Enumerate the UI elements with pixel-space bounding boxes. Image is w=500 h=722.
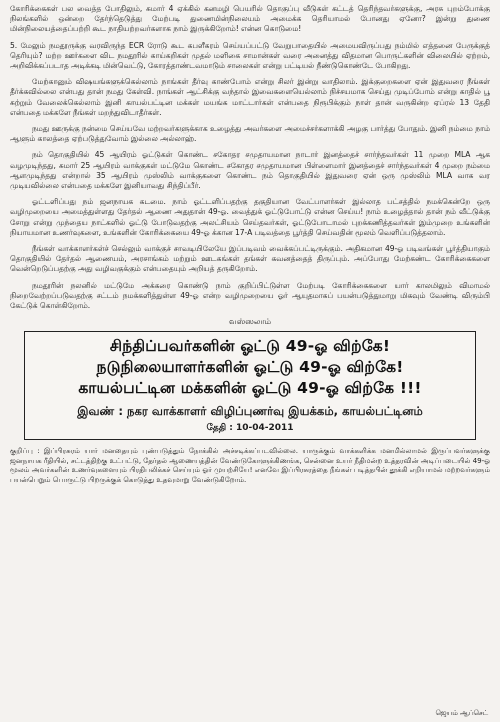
slogan-neutrals: நடுநிலையாளர்களின் ஓட்டு 49-ஓ விற்கே! <box>96 358 404 377</box>
paragraph-representation: நம் தொகுதியில் 45 ஆயிரம் ஓட்டுகள் கொண்ட சகோதர சமுதாயமான நாடார் இனத்தைச் சார்ந்தவர்கள் 11 முறை MLA ஆக வழமுடிந்தது, சுமார் 25 ஆயிரம் வாக்குகள் மட்டுமே கொண்ட சகோதர சமுதாயமான பிள்ளைமார் இனத்தைச் சார்ந்தவர்கள் 4 முறை நம்மை ஆளமுடிந்தது என்றால் 35 ஆயிரம் முஸ்லிம் வாக்குகளை கொண்ட நம் தொகுதியில் இதுவரை ஏன் ஒரு முஸ்லிம் MLA வாக வர முடியவில்லை என்பதை மக்களே இனியாவது சிந்திப்பீர். <box>10 150 490 191</box>
paragraph-ecr-road: 5. மேலும் நமதூருக்கு வரவிருந்த ECR ரோடு கூட கபளீகரம் செய்யப்பட்டு வேறுபாதையில் அமையவிருப்பது நம்மில் எத்தனை பேருக்குத் தெரியும்? மற்ற ஊர்களை விட நமதூரில் காய்கறிகள் முதல் மளிகை சாமான்கள் வரை அனைத்து விதமான பொருட்களின் விலையில் ஏற்றம், அறிவிக்கப்படாத அடிக்கடி மின்வெட்டு, கோரத்தாண்டவமாடும் சாலைகள் என்று பட்டியல் நீண்டுகொண்டே போகிறது. <box>10 40 490 71</box>
signoff: வஸ்ஸலாம் <box>228 317 272 327</box>
printer-credit: ஜெயம் ஆப்செட் <box>435 709 488 717</box>
footnote: குறிப்பு : இப்பிரசுரம் யார் மனதையும் புண்படுத்தும் நோக்கில் அச்சடிக்கப்படவில்லை. யாருக்கும் வாக்களிக்க மனமில்லாமல் இருப்பவர்களுக்கு ஜனநாயக ரீதியில், சட்டத்திற்கு உட்பட்டு, தேர்தல் ஆணையத்தின் வேண்டுகோளுக்கிணங்க, சென்னை உயர் நீதிமன்ற உத்தரவின் அடிப்படையில் 49-ஓ மூலம் அவர்களின் உணர்வுகளையும் பிரதிபலிக்கச் செய்யும் ஓர் முயற்சியே! எனவே இப்பிரசுரத்தை நீங்கள் படித்தபின் தூக்கி எறியாமல் மற்றவர்களும் பயன்பெறும் பொருட்டு பிறருக்குக் கொடுத்து உதவுமாறு வேண்டுகிறோம். <box>10 446 490 484</box>
issuer-line: இவண் : நகர வாக்காளர் விழிப்புணர்வு இயக்கம், காயல்பட்டினம் <box>77 404 423 419</box>
paragraph-substation: கோரிக்கைகள் பல வைத்த போதிலும், சுமார் 4 ஏக்கில் கனமழி பெயரில் தொகுப்பு வீடுகள் கட்டத் தெரிந்தவர்களுக்கு, அரசு புறம்போக்கு நிலங்களில் ஒன்றை தேர்ந்தெடுத்து மேற்படி துணைமின்நிலையம் அமைக்க தெரியாமல் போனது ஏனோ? இன்று துணை மின்நிலையத்தைப்பற்றி கூட நாதியற்றவர்களாக நாம் இருக்கிறோம்! என்ன கொடுமை! <box>10 4 490 34</box>
paragraph-self-rule: நமது ஊருக்கு நன்மை செய்யவே மற்றவர்களுக்காக உழைத்து அவர்களை அமைச்சர்களாக்கி அழகு பார்த்து போதும். இனி நம்மை நாம் ஆளும் காலத்தை ஏற்படுத்துவோம் இல்லை அல்லாஹ். <box>10 124 490 144</box>
date-line: தேதி : 10-04-2011 <box>206 423 294 434</box>
paragraph-appeal: நமதூரின் நலனில் மட்டுமே அக்கரை கொண்டு நாம் குறிப்பிட்டுள்ள மேற்படி கோரிக்கைகளை யார் காலமிலும் விமாமல் நிறைவேற்றப்படுவதற்கு சட்டம் நமக்களித்துள்ள 49-ஓ என்ற வழிமுறையை ஓர் ஆயுதமாகப் பயன்படுத்துமாறு மிகவும் வேண்டி விரும்பி கேட்டுக் கொள்கிறோம். <box>10 280 490 311</box>
slogan-kayalpatnam: காயல்பட்டின மக்களின் ஓட்டு 49-ஓ விற்கே !!! <box>78 379 422 398</box>
paragraph-voting-duty: ஓட்டளிப்பது நம் ஜனநாயக கடமை. நாம் ஓட்டளிப்பதற்கு தகுதியான வேட்பாளர்கள் இல்லாத பட்சத்தில் நமக்கென்றே ஒரு வழிமுறையை அமைத்துள்ளது தேர்தல் ஆணை அதுதான் 49-ஓ. வைத்துக் ஓட்டுபோட்டு என்ன செய்ய! நாம் உழைத்தால் தான் நம் வீட்டுக்கு சோறு என்று முந்தைய நாட்களில் ஓட்டு போடுவதற்கு அலட்சியம் செய்தவர்கள், ஓட்டுபோடாமல் புறக்கணித்தவர்கள் இம்முறை உங்களின் நியாயமான உணர்வுகளை, உங்களின் கோரிக்கையை 49-ஓ க்கான 17-A படிவத்தை பூர்த்தி செய்வதின் மூலம் வெளிப்படுத்தலாம். <box>10 197 490 237</box>
slogan-thinkers: சிந்திப்பவர்களின் ஓட்டு 49-ஓ விற்கே! <box>109 337 391 356</box>
slogan-box <box>24 331 476 440</box>
paragraph-promises: மேற்கானும் விஷயங்களுக்கெல்லாம் நாங்கள் தீர்வு காண்போம் என்று சிலர் இன்று வாதிலாம். இக்குறைகளை ஏன் இதுவரை நீங்கள் தீர்க்கவில்லை என்பது தான் நமது கேள்வி. நாங்கள் ஆட்சிக்கு வந்தால் இவைகளையெல்லாம் நிச்சயமாக செய்து முடிப்போம் என்று காதில் பூ சுற்றும் வேலைக்கெல்லாம் இனி காயல்பட்டின மக்கள் மயங்க மாட்டார்கள் என்பதை நிரூபிக்கும் நாள் தான் வருகின்ற ஏப்ரல் 13 தேதி என்பதை மக்களே நீங்கள் மறந்துவிடாதீர்கள். <box>10 77 490 117</box>
paragraph-polling-booth: நீங்கள் வாக்காளர்கள்ச் செல்லும் வாக்குச் சாவடியிலேயே இப்படிவம் வைக்கப்பட்டிருக்கும். அதிகமான 49-ஓ படிவங்கள் பூர்த்தியாகும் தொகுதியில் தேர்தல் ஆணையம், அரசாங்கம் மற்றும் ஊடகங்கள் தங்கள் கவனத்தைத் திருப்பும். அப்போது மேற்கண்ட கோரிக்கைகளை வென்றெடுப்பதற்கு அது வழிவகுக்கும் என்பதையும் அறியத் தருகிறோம். <box>10 244 490 274</box>
